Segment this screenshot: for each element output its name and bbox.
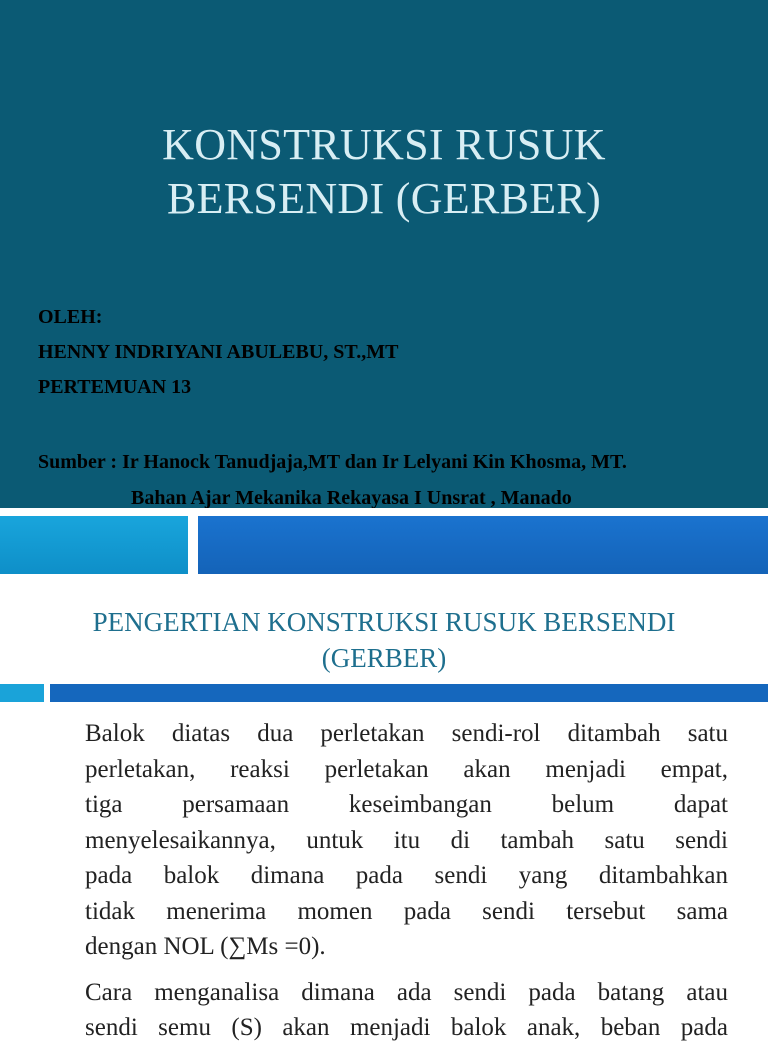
- paragraph-1: [85, 716, 728, 965]
- author-name: HENNY INDRIYANI ABULEBU, ST.,MT: [38, 341, 399, 363]
- heading-accent-bar: [0, 682, 768, 706]
- source-block: [38, 444, 627, 508]
- body-line: tidak menerima momen pada sendi tersebut sama: [85, 897, 728, 925]
- author-block: [38, 300, 398, 405]
- body-line: pada balok dimana pada sendi yang ditambahkan: [85, 862, 728, 889]
- heading-line-2: (GERBER): [321, 643, 447, 673]
- body-line: menyelesaikannya, untuk itu di tambah satu sendi: [85, 826, 728, 854]
- slide-heading: [0, 604, 768, 676]
- accent-block-dark: [198, 516, 768, 574]
- body-line: Balok diatas dua perletakan sendi-rol ditambah satu: [85, 720, 728, 747]
- oleh-label: OLEH:: [38, 306, 103, 328]
- source-line-2: Bahan Ajar Mekanika Rekayasa I Unsrat , Manado: [131, 487, 572, 508]
- body-line: sendi semu (S) akan menjadi balok anak, beban pada: [85, 1014, 728, 1041]
- paragraph-2: [85, 975, 728, 1046]
- accent-bar-light: [0, 684, 44, 702]
- source-line-1: Sumber : Ir Hanock Tanudjaja,MT dan Ir Lelyani Kin Khosma, MT.: [38, 451, 627, 473]
- slide-title: [0, 118, 768, 226]
- title-slide: [0, 0, 768, 508]
- body-line: perletakan, reaksi perletakan akan menjadi empat,: [85, 755, 728, 783]
- body-line: tiga persamaan keseimbangan belum dapat: [85, 791, 728, 818]
- accent-block-light: [0, 516, 188, 574]
- body-line: dengan NOL (∑Ms =0).: [85, 933, 326, 960]
- heading-line-1: PENGERTIAN KONSTRUKSI RUSUK BERSENDI: [92, 607, 676, 637]
- body-text: [85, 716, 728, 1056]
- accent-bar-dark: [50, 684, 768, 702]
- title-line-2: BERSENDI (GERBER): [166, 174, 602, 223]
- session-label: PERTEMUAN 13: [38, 376, 192, 398]
- content-slide: [0, 574, 768, 1041]
- title-line-1: KONSTRUKSI RUSUK: [162, 120, 606, 169]
- slide-divider-band: [0, 508, 768, 574]
- body-line: Cara menganalisa dimana ada sendi pada batang atau: [85, 978, 728, 1006]
